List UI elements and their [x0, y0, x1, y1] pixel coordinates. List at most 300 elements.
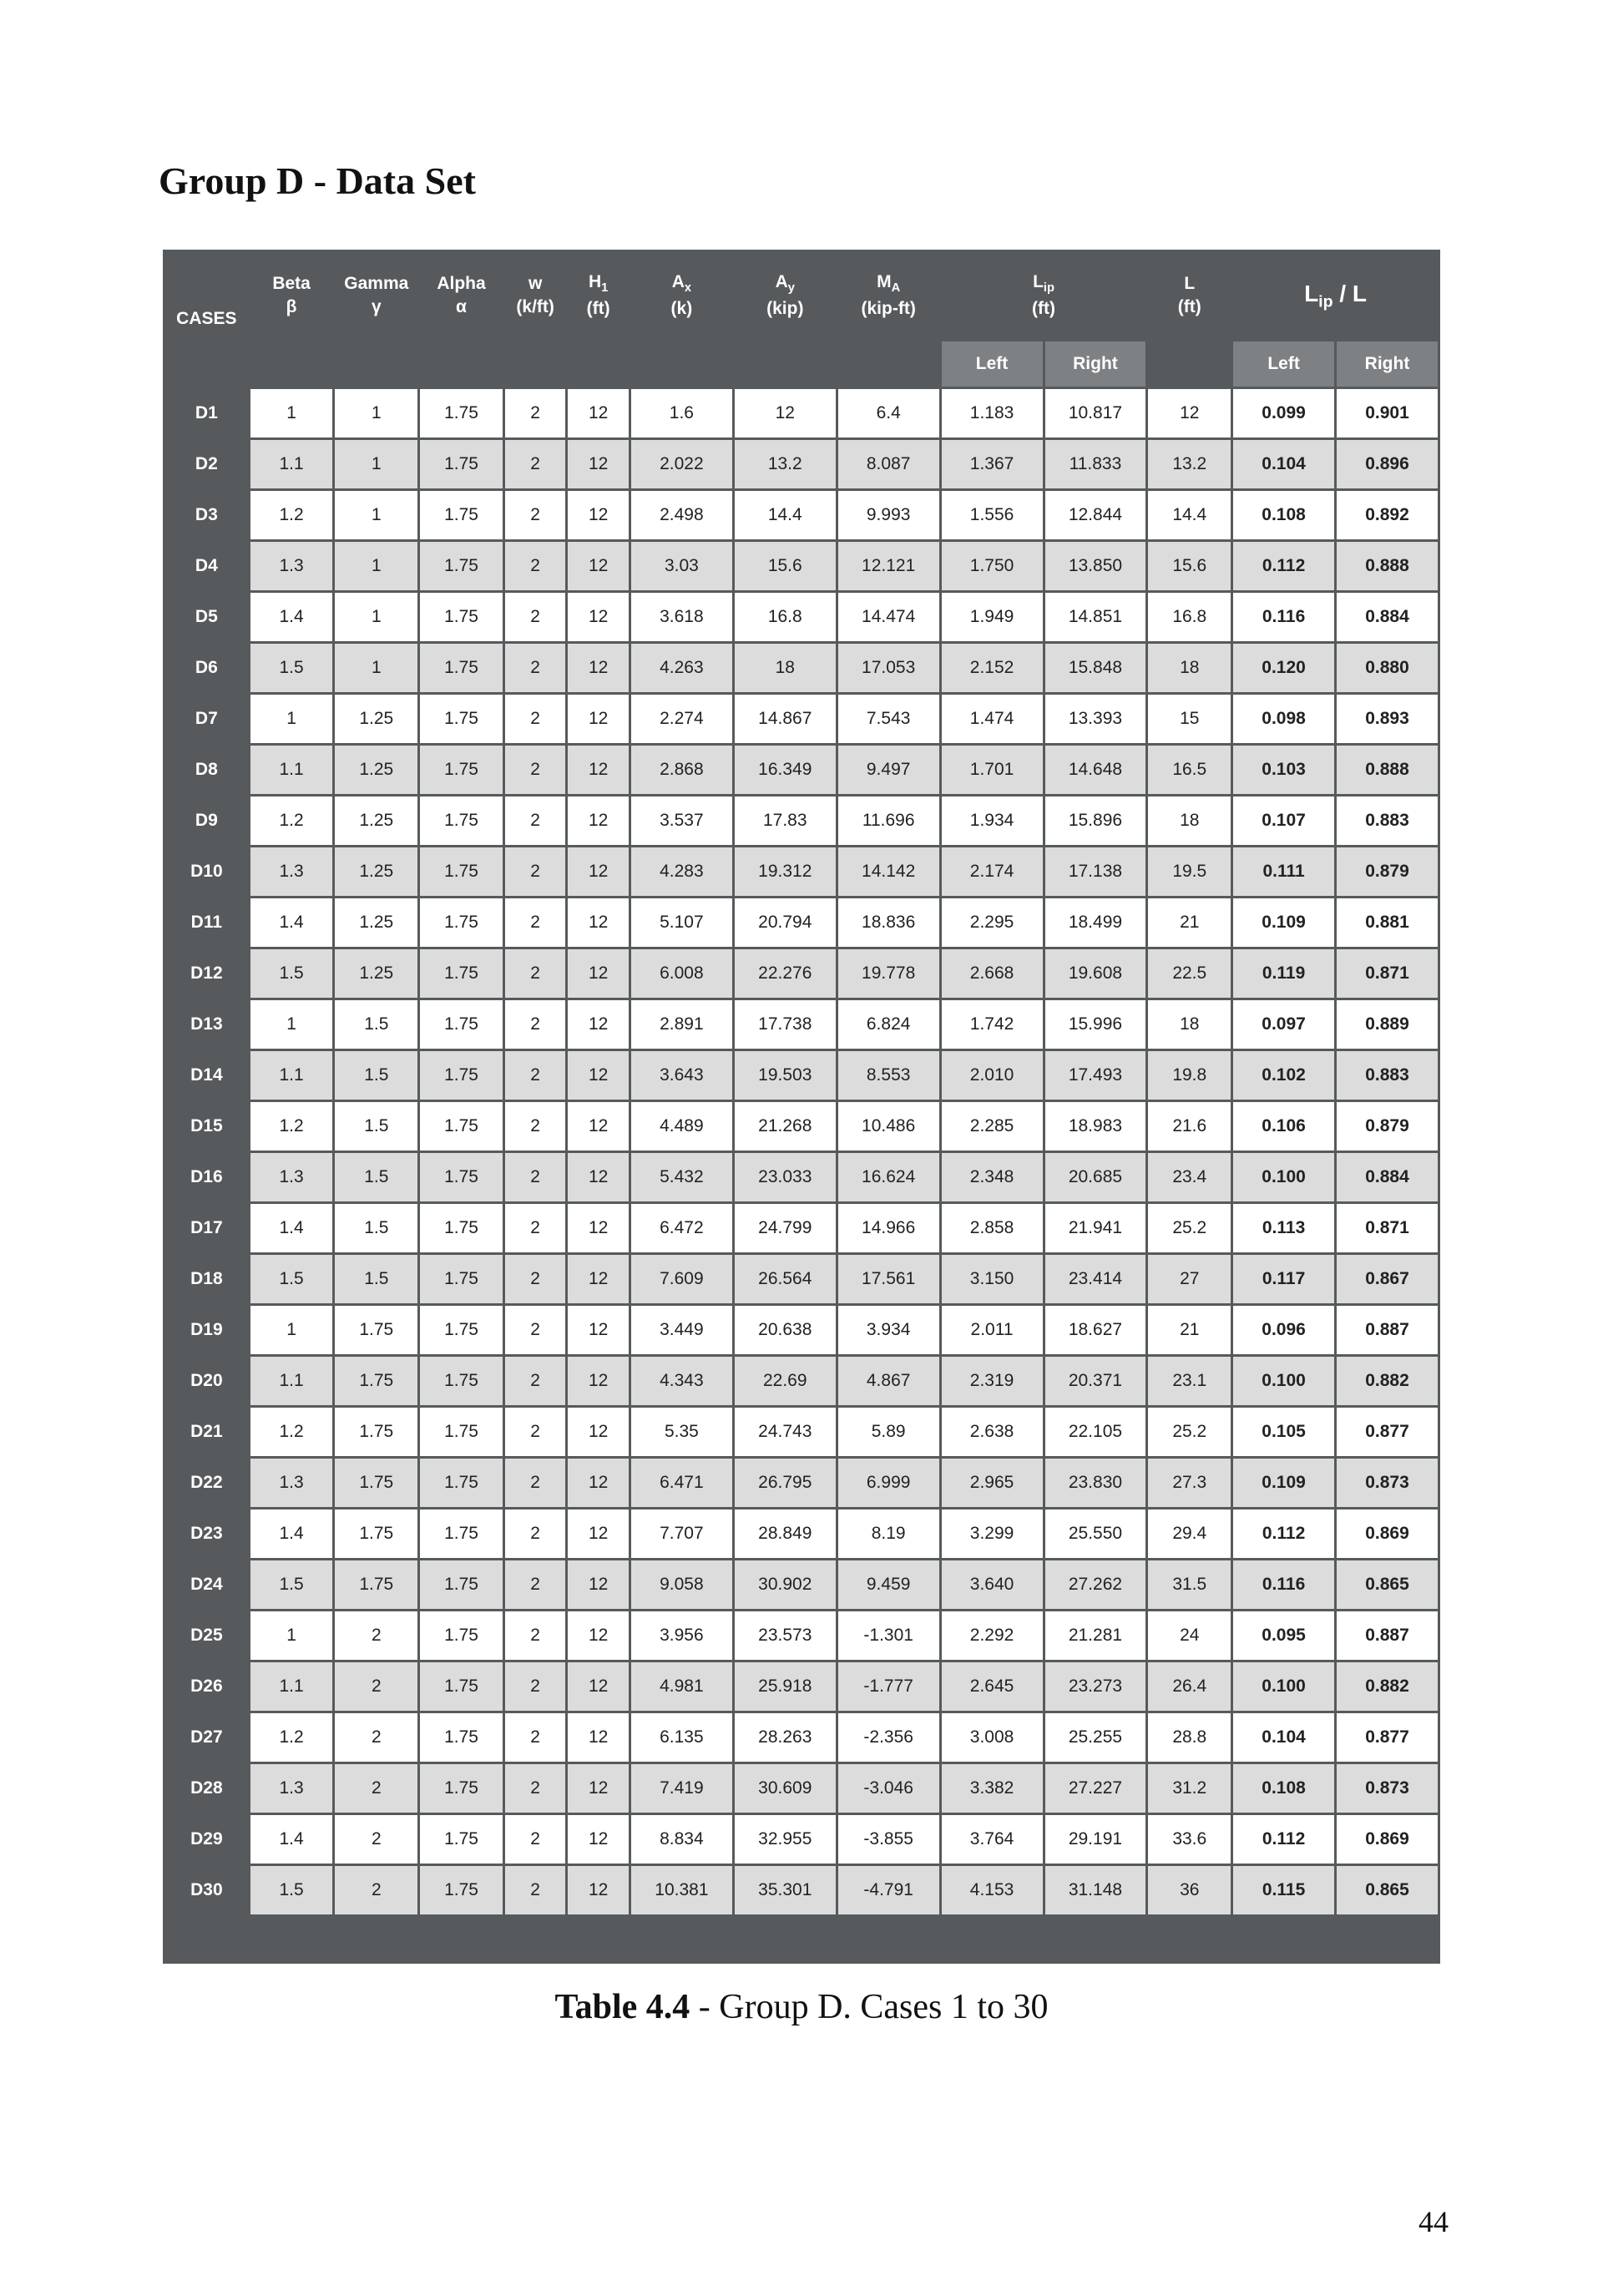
table-cell: 13.393	[1045, 695, 1146, 743]
table-cell: 1.75	[420, 389, 503, 437]
table-cell: 12	[568, 1357, 629, 1405]
table-cell: 1.75	[420, 949, 503, 998]
table-cell: 2.274	[631, 695, 732, 743]
table-cell: 3.764	[942, 1815, 1043, 1864]
table-cell: 1.4	[250, 593, 333, 641]
case-id-cell: D5	[165, 593, 248, 641]
table-cell: 20.685	[1045, 1153, 1146, 1201]
table-cell: 1.2	[250, 1102, 333, 1151]
table-cell: 3.03	[631, 542, 732, 590]
table-cell: 1.25	[335, 898, 417, 947]
table-cell: 15.996	[1045, 1000, 1146, 1049]
table-row	[165, 542, 1438, 590]
table-cell: 22.276	[735, 949, 836, 998]
table-cell: 18	[1148, 797, 1231, 845]
table-row	[165, 898, 1438, 947]
table-cell: 1.75	[420, 797, 503, 845]
table-cell: 2	[505, 1510, 566, 1558]
table-cell: 1	[335, 389, 417, 437]
table-cell: 2	[505, 644, 566, 692]
table-cell: 1.5	[335, 1102, 417, 1151]
table-cell: 1.5	[335, 1000, 417, 1049]
table-cell: 15	[1148, 695, 1231, 743]
table-cell: 12	[568, 593, 629, 641]
table-cell: 3.382	[942, 1764, 1043, 1813]
table-cell: 1	[335, 542, 417, 590]
header-w: w (k/ft)	[505, 252, 566, 339]
table-row	[165, 1459, 1438, 1507]
table-cell: 2	[505, 1560, 566, 1609]
data-table-container	[163, 250, 1440, 1964]
table-cell: 0.106	[1233, 1102, 1334, 1151]
header-subrow-blank	[250, 341, 939, 387]
table-cell: 1	[335, 440, 417, 488]
table-cell: 2	[505, 1255, 566, 1303]
table-cell: 0.113	[1233, 1204, 1334, 1252]
table-row	[165, 1153, 1438, 1201]
table-cell: 14.4	[735, 491, 836, 539]
table-cell: 12.844	[1045, 491, 1146, 539]
table-cell: 3.934	[838, 1306, 939, 1354]
case-id-cell: D8	[165, 746, 248, 794]
table-cell: 2	[505, 695, 566, 743]
table-cell: 33.6	[1148, 1815, 1231, 1864]
table-cell: 3.956	[631, 1611, 732, 1660]
table-row	[165, 1408, 1438, 1456]
table-cell: 1.75	[420, 1000, 503, 1049]
table-cell: 2.285	[942, 1102, 1043, 1151]
table-cell: 0.104	[1233, 1713, 1334, 1762]
case-id-cell: D21	[165, 1408, 248, 1456]
table-cell: 5.432	[631, 1153, 732, 1201]
table-cell: 0.887	[1337, 1306, 1438, 1354]
table-row	[165, 746, 1438, 794]
table-cell: 14.648	[1045, 746, 1146, 794]
table-cell: 3.618	[631, 593, 732, 641]
table-cell: 0.116	[1233, 1560, 1334, 1609]
case-id-cell: D19	[165, 1306, 248, 1354]
table-cell: 4.981	[631, 1662, 732, 1711]
table-row	[165, 440, 1438, 488]
table-cell: 16.349	[735, 746, 836, 794]
table-row	[165, 389, 1438, 437]
table-cell: 1.474	[942, 695, 1043, 743]
table-cell: 9.993	[838, 491, 939, 539]
case-id-cell: D27	[165, 1713, 248, 1762]
table-cell: 1.75	[420, 1306, 503, 1354]
table-cell: 2.638	[942, 1408, 1043, 1456]
table-row	[165, 1611, 1438, 1660]
table-cell: 0.107	[1233, 797, 1334, 845]
table-cell: 29.191	[1045, 1815, 1146, 1864]
table-cell: 0.892	[1337, 491, 1438, 539]
header-lip: $L_{ip}$ (ft)	[942, 252, 1146, 339]
page-number: 44	[1418, 2205, 1449, 2238]
case-id-cell: D16	[165, 1153, 248, 1201]
table-cell: 1.75	[335, 1306, 417, 1354]
table-cell: 1.25	[335, 847, 417, 896]
table-cell: 12	[568, 491, 629, 539]
table-cell: 0.112	[1233, 1815, 1334, 1864]
table-cell: 4.283	[631, 847, 732, 896]
table-cell: 1.75	[420, 1560, 503, 1609]
table-cell: 1.5	[335, 1255, 417, 1303]
table-cell: 23.033	[735, 1153, 836, 1201]
table-cell: 18.499	[1045, 898, 1146, 947]
table-row	[165, 1713, 1438, 1762]
table-cell: 2	[505, 949, 566, 998]
table-cell: 0.882	[1337, 1662, 1438, 1711]
table-cell: 1.75	[420, 695, 503, 743]
table-cell: 2	[335, 1662, 417, 1711]
table-cell: 22.69	[735, 1357, 836, 1405]
table-cell: 12	[568, 1306, 629, 1354]
table-cell: 21	[1148, 898, 1231, 947]
case-id-cell: D26	[165, 1662, 248, 1711]
table-cell: 2	[505, 593, 566, 641]
table-cell: 17.053	[838, 644, 939, 692]
table-cell: 4.343	[631, 1357, 732, 1405]
table-cell: 0.111	[1233, 847, 1334, 896]
table-row	[165, 1255, 1438, 1303]
table-cell: 1.75	[420, 1408, 503, 1456]
table-cell: 1.4	[250, 1510, 333, 1558]
table-cell: 12	[568, 1866, 629, 1914]
table-cell: 0.104	[1233, 440, 1334, 488]
table-cell: -2.356	[838, 1713, 939, 1762]
table-cell: 6.135	[631, 1713, 732, 1762]
case-id-cell: D9	[165, 797, 248, 845]
table-row	[165, 644, 1438, 692]
table-cell: 31.2	[1148, 1764, 1231, 1813]
table-cell: 16.8	[735, 593, 836, 641]
table-cell: 14.966	[838, 1204, 939, 1252]
table-cell: 0.877	[1337, 1408, 1438, 1456]
case-id-cell: D18	[165, 1255, 248, 1303]
table-cell: 0.867	[1337, 1255, 1438, 1303]
table-cell: 1.25	[335, 949, 417, 998]
group-d-data-table	[163, 250, 1440, 1917]
table-cell: 2.965	[942, 1459, 1043, 1507]
header-ratio-left: Left	[1233, 341, 1334, 387]
table-cell: 2.319	[942, 1357, 1043, 1405]
table-cell: 1.5	[335, 1153, 417, 1201]
table-cell: 0.098	[1233, 695, 1334, 743]
case-id-cell: D17	[165, 1204, 248, 1252]
case-id-cell: D24	[165, 1560, 248, 1609]
table-cell: 30.902	[735, 1560, 836, 1609]
table-cell: 2	[505, 542, 566, 590]
table-cell: 6.999	[838, 1459, 939, 1507]
table-cell: 12	[568, 797, 629, 845]
table-cell: 1.75	[420, 746, 503, 794]
table-cell: 2.858	[942, 1204, 1043, 1252]
table-cell: 17.138	[1045, 847, 1146, 896]
header-lip-over-l: $L_{ip}$ / L	[1233, 252, 1438, 339]
table-cell: 1.75	[420, 1357, 503, 1405]
table-cell: 15.848	[1045, 644, 1146, 692]
table-cell: 0.103	[1233, 746, 1334, 794]
table-cell: 1.742	[942, 1000, 1043, 1049]
table-cell: 2	[505, 389, 566, 437]
table-cell: 0.871	[1337, 1204, 1438, 1252]
header-h1: $H_1$ (ft)	[568, 252, 629, 339]
table-cell: 2	[335, 1866, 417, 1914]
table-cell: 1.701	[942, 746, 1043, 794]
table-cell: 19.8	[1148, 1051, 1231, 1100]
table-body	[165, 389, 1438, 1914]
case-id-cell: D20	[165, 1357, 248, 1405]
table-cell: 0.889	[1337, 1000, 1438, 1049]
page-heading: Group D - Data Set	[159, 159, 476, 202]
table-cell: 29.4	[1148, 1510, 1231, 1558]
table-cell: 6.4	[838, 389, 939, 437]
table-cell: 3.150	[942, 1255, 1043, 1303]
table-cell: 1.3	[250, 1459, 333, 1507]
table-cell: 1.5	[335, 1051, 417, 1100]
table-cell: 1.750	[942, 542, 1043, 590]
table-cell: 1.5	[250, 644, 333, 692]
table-cell: 12	[568, 1000, 629, 1049]
table-cell: 0.100	[1233, 1662, 1334, 1711]
table-cell: 31.5	[1148, 1560, 1231, 1609]
table-cell: 2.022	[631, 440, 732, 488]
table-cell: 0.109	[1233, 898, 1334, 947]
case-id-cell: D15	[165, 1102, 248, 1151]
table-cell: 1.2	[250, 491, 333, 539]
table-cell: 1.75	[420, 491, 503, 539]
table-cell: 2.348	[942, 1153, 1043, 1201]
table-cell: 4.153	[942, 1866, 1043, 1914]
header-beta: Beta β	[250, 252, 333, 339]
table-cell: 12	[568, 949, 629, 998]
case-id-cell: D4	[165, 542, 248, 590]
table-cell: -4.791	[838, 1866, 939, 1914]
table-cell: 1.1	[250, 1051, 333, 1100]
table-cell: 0.883	[1337, 1051, 1438, 1100]
header-lip-left: Left	[942, 341, 1043, 387]
table-cell: 31.148	[1045, 1866, 1146, 1914]
table-cell: -3.046	[838, 1764, 939, 1813]
table-cell: 18	[735, 644, 836, 692]
table-row	[165, 1357, 1438, 1405]
case-id-cell: D2	[165, 440, 248, 488]
table-cell: 12	[568, 1611, 629, 1660]
table-cell: 5.35	[631, 1408, 732, 1456]
table-cell: 14.867	[735, 695, 836, 743]
table-cell: 0.112	[1233, 542, 1334, 590]
table-cell: 6.471	[631, 1459, 732, 1507]
table-cell: 1.75	[420, 1866, 503, 1914]
table-cell: 0.099	[1233, 389, 1334, 437]
table-cell: 1.25	[335, 746, 417, 794]
table-cell: 23.1	[1148, 1357, 1231, 1405]
table-cell: 7.707	[631, 1510, 732, 1558]
table-row	[165, 1510, 1438, 1558]
table-cell: 12	[568, 695, 629, 743]
table-cell: 5.89	[838, 1408, 939, 1456]
table-cell: 1.75	[420, 1713, 503, 1762]
table-cell: 1.3	[250, 1764, 333, 1813]
case-id-cell: D29	[165, 1815, 248, 1864]
table-cell: 3.449	[631, 1306, 732, 1354]
case-id-cell: D11	[165, 898, 248, 947]
table-cell: 21.281	[1045, 1611, 1146, 1660]
table-cell: 1.75	[420, 1611, 503, 1660]
header-lip-right: Right	[1045, 341, 1146, 387]
table-cell: 35.301	[735, 1866, 836, 1914]
table-cell: 18.983	[1045, 1102, 1146, 1151]
table-cell: 0.883	[1337, 797, 1438, 845]
table-cell: 2	[505, 1611, 566, 1660]
table-cell: 0.893	[1337, 695, 1438, 743]
table-cell: 1.75	[420, 1051, 503, 1100]
table-cell: 4.263	[631, 644, 732, 692]
table-cell: 1	[250, 695, 333, 743]
table-cell: 2.010	[942, 1051, 1043, 1100]
table-cell: 28.8	[1148, 1713, 1231, 1762]
table-cell: -1.301	[838, 1611, 939, 1660]
table-cell: 2	[505, 1764, 566, 1813]
table-cell: 0.879	[1337, 847, 1438, 896]
table-cell: 1.25	[335, 797, 417, 845]
table-cell: 1.75	[420, 440, 503, 488]
table-cell: 1.75	[420, 847, 503, 896]
table-cell: 18	[1148, 1000, 1231, 1049]
table-cell: 2	[505, 1204, 566, 1252]
table-cell: 0.888	[1337, 746, 1438, 794]
table-cell: 12	[568, 644, 629, 692]
table-cell: 2	[335, 1713, 417, 1762]
table-cell: 20.638	[735, 1306, 836, 1354]
table-row	[165, 1560, 1438, 1609]
table-row	[165, 1764, 1438, 1813]
case-id-cell: D10	[165, 847, 248, 896]
table-cell: 1.3	[250, 847, 333, 896]
table-cell: 2.292	[942, 1611, 1043, 1660]
table-cell: 0.117	[1233, 1255, 1334, 1303]
table-cell: 8.087	[838, 440, 939, 488]
table-cell: 1.3	[250, 1153, 333, 1201]
table-row	[165, 1051, 1438, 1100]
table-cell: 16.5	[1148, 746, 1231, 794]
table-cell: 1	[335, 491, 417, 539]
table-cell: 0.869	[1337, 1815, 1438, 1864]
table-cell: 22.105	[1045, 1408, 1146, 1456]
table-cell: 9.459	[838, 1560, 939, 1609]
table-cell: 27.227	[1045, 1764, 1146, 1813]
table-cell: 0.881	[1337, 898, 1438, 947]
table-cell: 2	[505, 797, 566, 845]
table-cell: 1.5	[250, 1866, 333, 1914]
table-cell: 2	[505, 1408, 566, 1456]
table-cell: 10.486	[838, 1102, 939, 1151]
table-cell: 12	[568, 746, 629, 794]
case-id-cell: D22	[165, 1459, 248, 1507]
table-cell: 1.4	[250, 1204, 333, 1252]
table-cell: 24	[1148, 1611, 1231, 1660]
table-cell: 8.553	[838, 1051, 939, 1100]
table-cell: 2	[505, 1815, 566, 1864]
table-row	[165, 797, 1438, 845]
table-cell: 1.1	[250, 1662, 333, 1711]
table-cell: 1.934	[942, 797, 1043, 845]
table-cell: 2	[505, 1000, 566, 1049]
table-cell: 0.095	[1233, 1611, 1334, 1660]
table-cell: 2.174	[942, 847, 1043, 896]
table-cell: 0.871	[1337, 949, 1438, 998]
table-cell: 1.75	[335, 1510, 417, 1558]
table-row	[165, 847, 1438, 896]
table-cell: 23.273	[1045, 1662, 1146, 1711]
table-cell: 1.1	[250, 1357, 333, 1405]
table-cell: 1.5	[250, 1255, 333, 1303]
table-cell: 2	[505, 1459, 566, 1507]
header-l: L (ft)	[1148, 252, 1231, 339]
table-cell: 21.941	[1045, 1204, 1146, 1252]
table-cell: 12	[568, 1662, 629, 1711]
table-row	[165, 1000, 1438, 1049]
table-cell: 1.75	[420, 1102, 503, 1151]
table-cell: 0.100	[1233, 1153, 1334, 1201]
table-cell: 12	[1148, 389, 1231, 437]
table-cell: 0.887	[1337, 1611, 1438, 1660]
table-cell: 0.105	[1233, 1408, 1334, 1456]
table-cell: 12	[568, 389, 629, 437]
table-cell: 6.472	[631, 1204, 732, 1252]
table-cell: 0.880	[1337, 644, 1438, 692]
case-id-cell: D7	[165, 695, 248, 743]
table-cell: 1.75	[420, 1815, 503, 1864]
table-cell: 12.121	[838, 542, 939, 590]
table-cell: 0.108	[1233, 491, 1334, 539]
table-cell: 14.4	[1148, 491, 1231, 539]
table-row	[165, 1102, 1438, 1151]
table-cell: 27.3	[1148, 1459, 1231, 1507]
table-cell: 3.008	[942, 1713, 1043, 1762]
table-cell: 32.955	[735, 1815, 836, 1864]
table-cell: 25.550	[1045, 1510, 1146, 1558]
table-cell: 19.503	[735, 1051, 836, 1100]
table-cell: 13.2	[1148, 440, 1231, 488]
table-cell: 17.561	[838, 1255, 939, 1303]
table-cell: 17.493	[1045, 1051, 1146, 1100]
table-cell: 23.830	[1045, 1459, 1146, 1507]
table-cell: 1	[250, 1306, 333, 1354]
case-id-cell: D30	[165, 1866, 248, 1914]
table-cell: 1.75	[420, 1764, 503, 1813]
table-cell: 2	[505, 440, 566, 488]
table-cell: 1.6	[631, 389, 732, 437]
table-cell: 0.100	[1233, 1357, 1334, 1405]
table-cell: 23.4	[1148, 1153, 1231, 1201]
case-id-cell: D14	[165, 1051, 248, 1100]
table-cell: 2	[335, 1611, 417, 1660]
table-cell: 26.795	[735, 1459, 836, 1507]
table-cell: 25.2	[1148, 1408, 1231, 1456]
table-cell: 1.556	[942, 491, 1043, 539]
table-cell: 0.888	[1337, 542, 1438, 590]
table-cell: 12	[568, 1153, 629, 1201]
table-cell: 1.75	[420, 1153, 503, 1201]
table-cell: 1	[335, 593, 417, 641]
table-cell: 17.83	[735, 797, 836, 845]
table-cell: 0.865	[1337, 1560, 1438, 1609]
table-cell: 1.183	[942, 389, 1043, 437]
table-cell: 27	[1148, 1255, 1231, 1303]
table-cell: 1.949	[942, 593, 1043, 641]
case-id-cell: D28	[165, 1764, 248, 1813]
